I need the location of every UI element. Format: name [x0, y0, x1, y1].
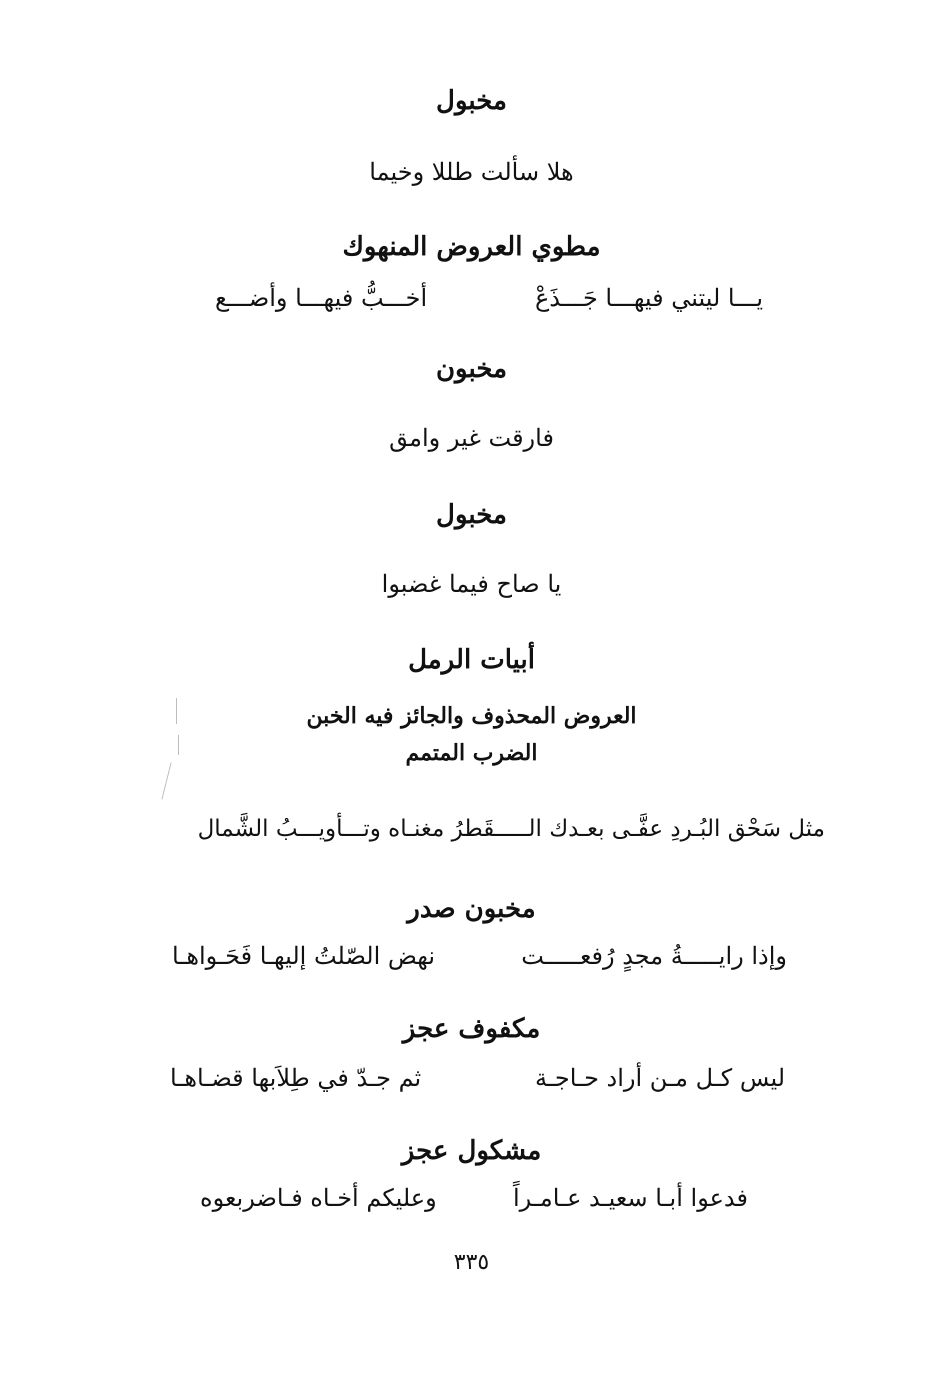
- verse-hemistich-right-2: يـــا ليتني فيهـــا جَـــذَعْ: [534, 284, 763, 312]
- verse-line-3: فارقت غير وامق: [389, 424, 554, 452]
- scan-mark: [178, 735, 179, 755]
- makfuf-ajz-hemistich-right: ليس كـل مـن أراد حـاجـة: [535, 1064, 785, 1092]
- ramal-title: أبيات الرمل: [408, 645, 535, 675]
- makfuf-ajz-heading: مكفوف عجز: [402, 1014, 541, 1044]
- page-number: ٣٣٥: [453, 1250, 490, 1275]
- makhbun-sadr-heading: مخبون صدر: [407, 894, 536, 924]
- verse-hemistich-left-2: أخـــبُّ فيهـــا وأضـــع: [215, 284, 428, 312]
- section-heading-3: مخبون: [435, 354, 508, 384]
- makfuf-ajz-hemistich-left: ثم جـدّ في طِلاَبها قضـاهـا: [170, 1064, 422, 1092]
- makhbun-sadr-hemistich-left: نهض الصّلتُ إليهـا فَحَـواهـا: [172, 942, 436, 970]
- verse-line-1: هلا سألت طللا وخيما: [369, 158, 574, 186]
- section-heading-1: مخبول: [436, 86, 507, 116]
- section-heading-4: مخبول: [436, 500, 507, 530]
- ramal-subheading-1: العروض المحذوف والجائز فيه الخبن: [306, 703, 637, 729]
- ramal-subheading-2: الضرب المتمم: [405, 740, 538, 766]
- mashkul-ajz-hemistich-left: وعليكم أخـاه فـاضربعوه: [200, 1184, 437, 1212]
- makhbun-sadr-hemistich-right: وإذا رايـــــةُ مجدٍ رُفعـــــت: [521, 942, 787, 970]
- mashkul-ajz-heading: مشكول عجز: [401, 1136, 542, 1166]
- scan-mark: [161, 762, 171, 799]
- section-heading-2: مطوي العروض المنهوك: [342, 232, 601, 262]
- mashkul-ajz-hemistich-right: فدعوا أبـا سعيـد عـامـراً: [512, 1184, 748, 1212]
- scan-mark: [176, 698, 177, 724]
- ramal-verse: مثل سَحْق البُـردِ عفَّـى بعـدك الـــــقَطرُ مغنـاه وتـــأويـــبُ الشَّمال: [197, 816, 825, 842]
- verse-line-4: يا صاح فيما غضبوا: [381, 570, 562, 598]
